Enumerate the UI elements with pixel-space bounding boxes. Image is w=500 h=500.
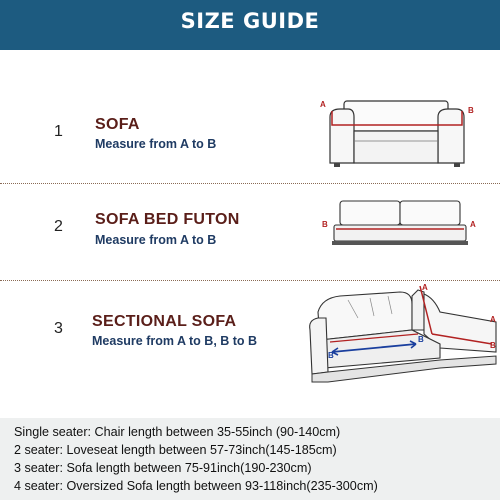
item-title-sectional-sofa: SECTIONAL SOFA <box>92 313 237 330</box>
item-number-3: 3 <box>54 320 63 337</box>
sectional-label-b-center: B <box>418 335 424 344</box>
size-line-single: Single seater: Chair length between 35-55inch (90-140cm) <box>14 425 341 439</box>
sofa-illustration <box>318 95 478 175</box>
item-number-1: 1 <box>54 123 63 140</box>
item-title-sofa: SOFA <box>95 116 140 133</box>
sectional-label-b-left: B <box>328 351 334 360</box>
size-line-2-seater: 2 seater: Loveseat length between 57-73inch(145-185cm) <box>14 443 337 457</box>
item-number-2: 2 <box>54 218 63 235</box>
sectional-sofa-illustration <box>300 282 500 392</box>
divider <box>0 280 500 281</box>
item-title-sofa-bed-futon: SOFA BED FUTON <box>95 211 240 228</box>
futon-label-a: A <box>470 220 476 229</box>
sofa-label-a: A <box>320 100 326 109</box>
size-line-3-seater: 3 seater: Sofa length between 75-91inch(190-230cm) <box>14 461 312 475</box>
size-line-4-seater: 4 seater: Oversized Sofa length between 93-118inch(235-300cm) <box>14 479 378 493</box>
sectional-label-a-right: A <box>490 315 496 324</box>
item-subtitle-sectional-sofa: Measure from A to B, B to B <box>92 334 258 348</box>
sectional-label-a-top: A <box>422 283 428 292</box>
page-title: SIZE GUIDE <box>180 9 320 33</box>
sectional-label-b-right: B <box>490 341 496 350</box>
size-list <box>0 418 500 500</box>
divider <box>0 183 500 184</box>
futon-label-b: B <box>322 220 328 229</box>
sofa-label-b: B <box>468 106 474 115</box>
futon-illustration <box>318 195 483 255</box>
item-subtitle-sofa-bed-futon: Measure from A to B <box>95 233 217 247</box>
header-banner <box>0 0 500 50</box>
item-subtitle-sofa: Measure from A to B <box>95 137 217 151</box>
